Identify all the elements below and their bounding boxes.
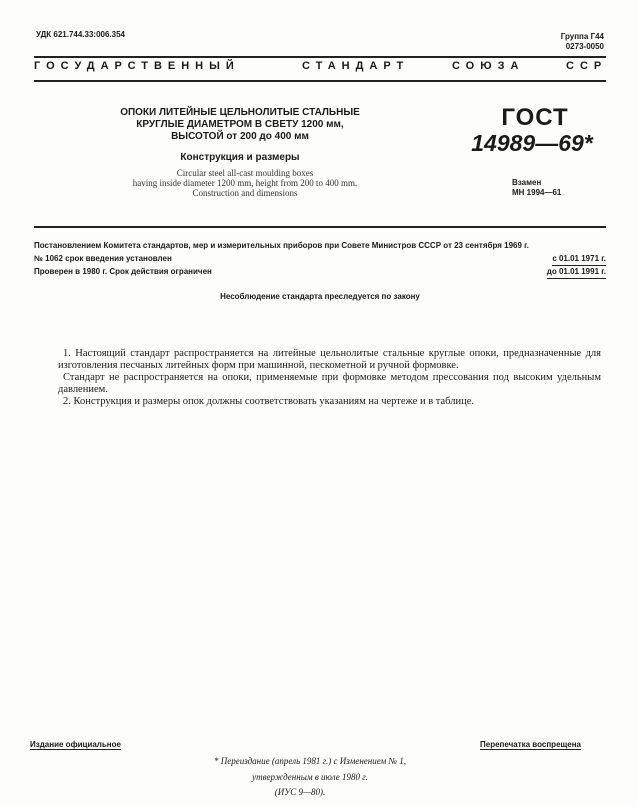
paragraph-1: 1. Настоящий стандарт распространяется на литейные цельнолитые стальные круглые опоки, предназначенные для изготовления песчаных литейных форм при машинной, пескометной и ручной формовке. (58, 348, 601, 371)
gost-number: 14989—69* (471, 130, 593, 156)
reprint-note-line-3: (ИУС 9—80). (274, 787, 326, 797)
replaces-value: МН 1994—61 (512, 188, 562, 197)
title-russian (100, 107, 380, 143)
expiry-date: до 01.01 1991 г. (547, 265, 606, 279)
subtitle-russian: Конструкция и размеры (180, 152, 300, 163)
reprint-prohibited-label: Перепечатка воспрещена (480, 740, 581, 749)
body-text (58, 348, 601, 408)
title-en-line-1: Circular steel all-cast moulding boxes (176, 168, 314, 178)
banner-word-union: СОЮЗА (452, 60, 525, 72)
official-edition-label: Издание официальное (30, 740, 121, 749)
title-en-line-3: Construction and dimensions (192, 188, 298, 198)
udk-code: УДК 621.744.33:006.354 (36, 30, 125, 39)
resolution-line-2 (34, 252, 606, 265)
reprint-note-line-2: утвержденным в июле 1980 г. (252, 772, 368, 782)
banner-word-ussr: ССР (566, 60, 608, 72)
replaces-block (512, 178, 561, 198)
title-en-line-2: having inside diameter 1200 mm, height from 200 to 400 mm. (132, 178, 358, 188)
resolution-line-3 (34, 265, 606, 278)
title-ru-line-3: ВЫСОТОЙ от 200 до 400 мм (171, 131, 309, 142)
okp-code: 0273-0050 (565, 42, 604, 51)
title-ru-line-1: ОПОКИ ЛИТЕЙНЫЕ ЦЕЛЬНОЛИТЫЕ СТАЛЬНЫЕ (120, 107, 360, 118)
section-rule (34, 226, 606, 228)
group-code (561, 32, 604, 52)
resolution-intro-text: № 1062 срок введения установлен (34, 254, 172, 263)
gost-label: ГОСТ (501, 104, 569, 131)
title-ru-line-2: КРУГЛЫЕ ДИАМЕТРОМ В СВЕТУ 1200 мм, (136, 119, 344, 130)
top-rule (34, 56, 606, 58)
banner-word-standard: СТАНДАРТ (302, 60, 410, 72)
title-english (60, 168, 430, 198)
replaces-label: Взамен (512, 178, 542, 187)
resolution-line-1: Постановлением Комитета стандартов, мер и измерительных приборов при Совете Министров СССР от 23 сентября 1969 г. (34, 241, 529, 250)
paragraph-3: 2. Конструкция и размеры опок должны соответствовать указаниям на чертеже и в таблице. (63, 396, 474, 407)
reprint-note-line-1: * Переиздание (апрель 1981 г.) с Изменением № 1, (213, 756, 406, 766)
resolution-block (34, 239, 606, 278)
banner-rule (34, 80, 606, 82)
paragraph-2: Стандарт не распространяется на опоки, применяемые при формовке методом прессования под высоким удельным давлением. (58, 372, 601, 395)
state-standard-banner (0, 60, 638, 78)
introduction-date: с 01.01 1971 г. (552, 252, 606, 266)
banner-word-state: ГОСУДАРСТВЕННЫЙ (34, 60, 240, 72)
law-warning: Несоблюдение стандарта преследуется по закону (220, 292, 420, 301)
group-label: Группа Г44 (560, 32, 604, 41)
validity-text: Проверен в 1980 г. Срок действия ограничен (34, 267, 212, 276)
